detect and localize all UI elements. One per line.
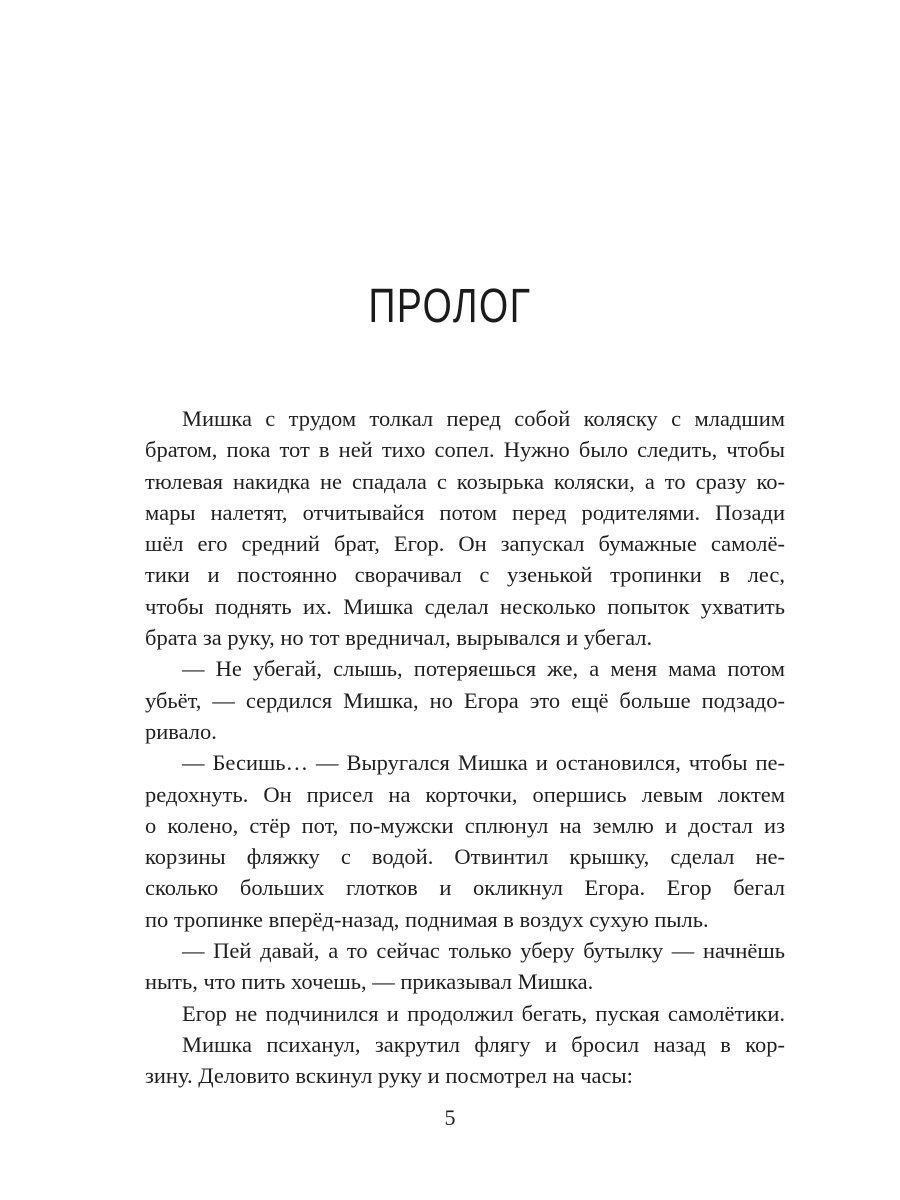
text-line: Мишка с трудом толкал перед собой коляску с младшим bbox=[182, 406, 785, 431]
text-line: брата за руку, но тот вредничал, вырывался и убегал. bbox=[145, 625, 653, 651]
text-line: убьёт, — сердился Мишка, но Егора это ещё больше подзадо- bbox=[145, 687, 785, 713]
text-line: ныть, что пить хочешь, — приказывал Мишка. bbox=[145, 969, 594, 995]
text-line: тюлевая накидка не спадала с козырька коляски, а то сразу ко- bbox=[145, 468, 785, 494]
text-line: Мишка психанул, закрутил флягу и бросил назад в кор- bbox=[182, 1031, 785, 1057]
text-line: чтобы поднять их. Мишка сделал несколько попыток ухватить bbox=[145, 593, 785, 619]
text-line: братом, пока тот в ней тихо сопел. Нужно было следить, чтобы bbox=[145, 437, 785, 463]
text-line: Егор не подчинился и продолжил бегать, пуская самолётики. bbox=[182, 1000, 785, 1026]
text-line: сколько больших глотков и окликнул Егора. Егор бегал bbox=[145, 875, 785, 901]
text-line: корзины фляжку с водой. Отвинтил крышку, сделал не- bbox=[145, 844, 785, 870]
text-line: — Не убегай, слышь, потеряешься же, а меня мама потом bbox=[182, 656, 785, 682]
page-number: 5 bbox=[444, 1105, 456, 1130]
text-line: тики и постоянно сворачивал с узенькой тропинки в лес, bbox=[145, 562, 785, 588]
chapter-title: ПРОЛОГ bbox=[368, 280, 532, 333]
text-line: зину. Деловито вскинул руку и посмотрел на часы: bbox=[145, 1063, 633, 1089]
text-line: редохнуть. Он присел на корточки, опершись левым локтем bbox=[145, 781, 785, 807]
text-line: мары налетят, отчитывайся потом перед родителями. Позади bbox=[145, 499, 785, 525]
text-line: шёл его средний брат, Егор. Он запускал бумажные самолё- bbox=[145, 531, 785, 557]
text-line: о колено, стёр пот, по-мужски сплюнул на землю и достал из bbox=[145, 812, 785, 838]
text-line: — Бесишь… — Выругался Мишка и остановился, чтобы пе- bbox=[182, 750, 785, 776]
text-line: ривало. bbox=[145, 718, 217, 744]
body-text bbox=[145, 403, 785, 1092]
text-line: — Пей давай, а то сейчас только уберу бутылку — начнёшь bbox=[182, 938, 785, 964]
text-line: по тропинке вперёд-назад, поднимая в воздух сухую пыль. bbox=[145, 906, 709, 932]
